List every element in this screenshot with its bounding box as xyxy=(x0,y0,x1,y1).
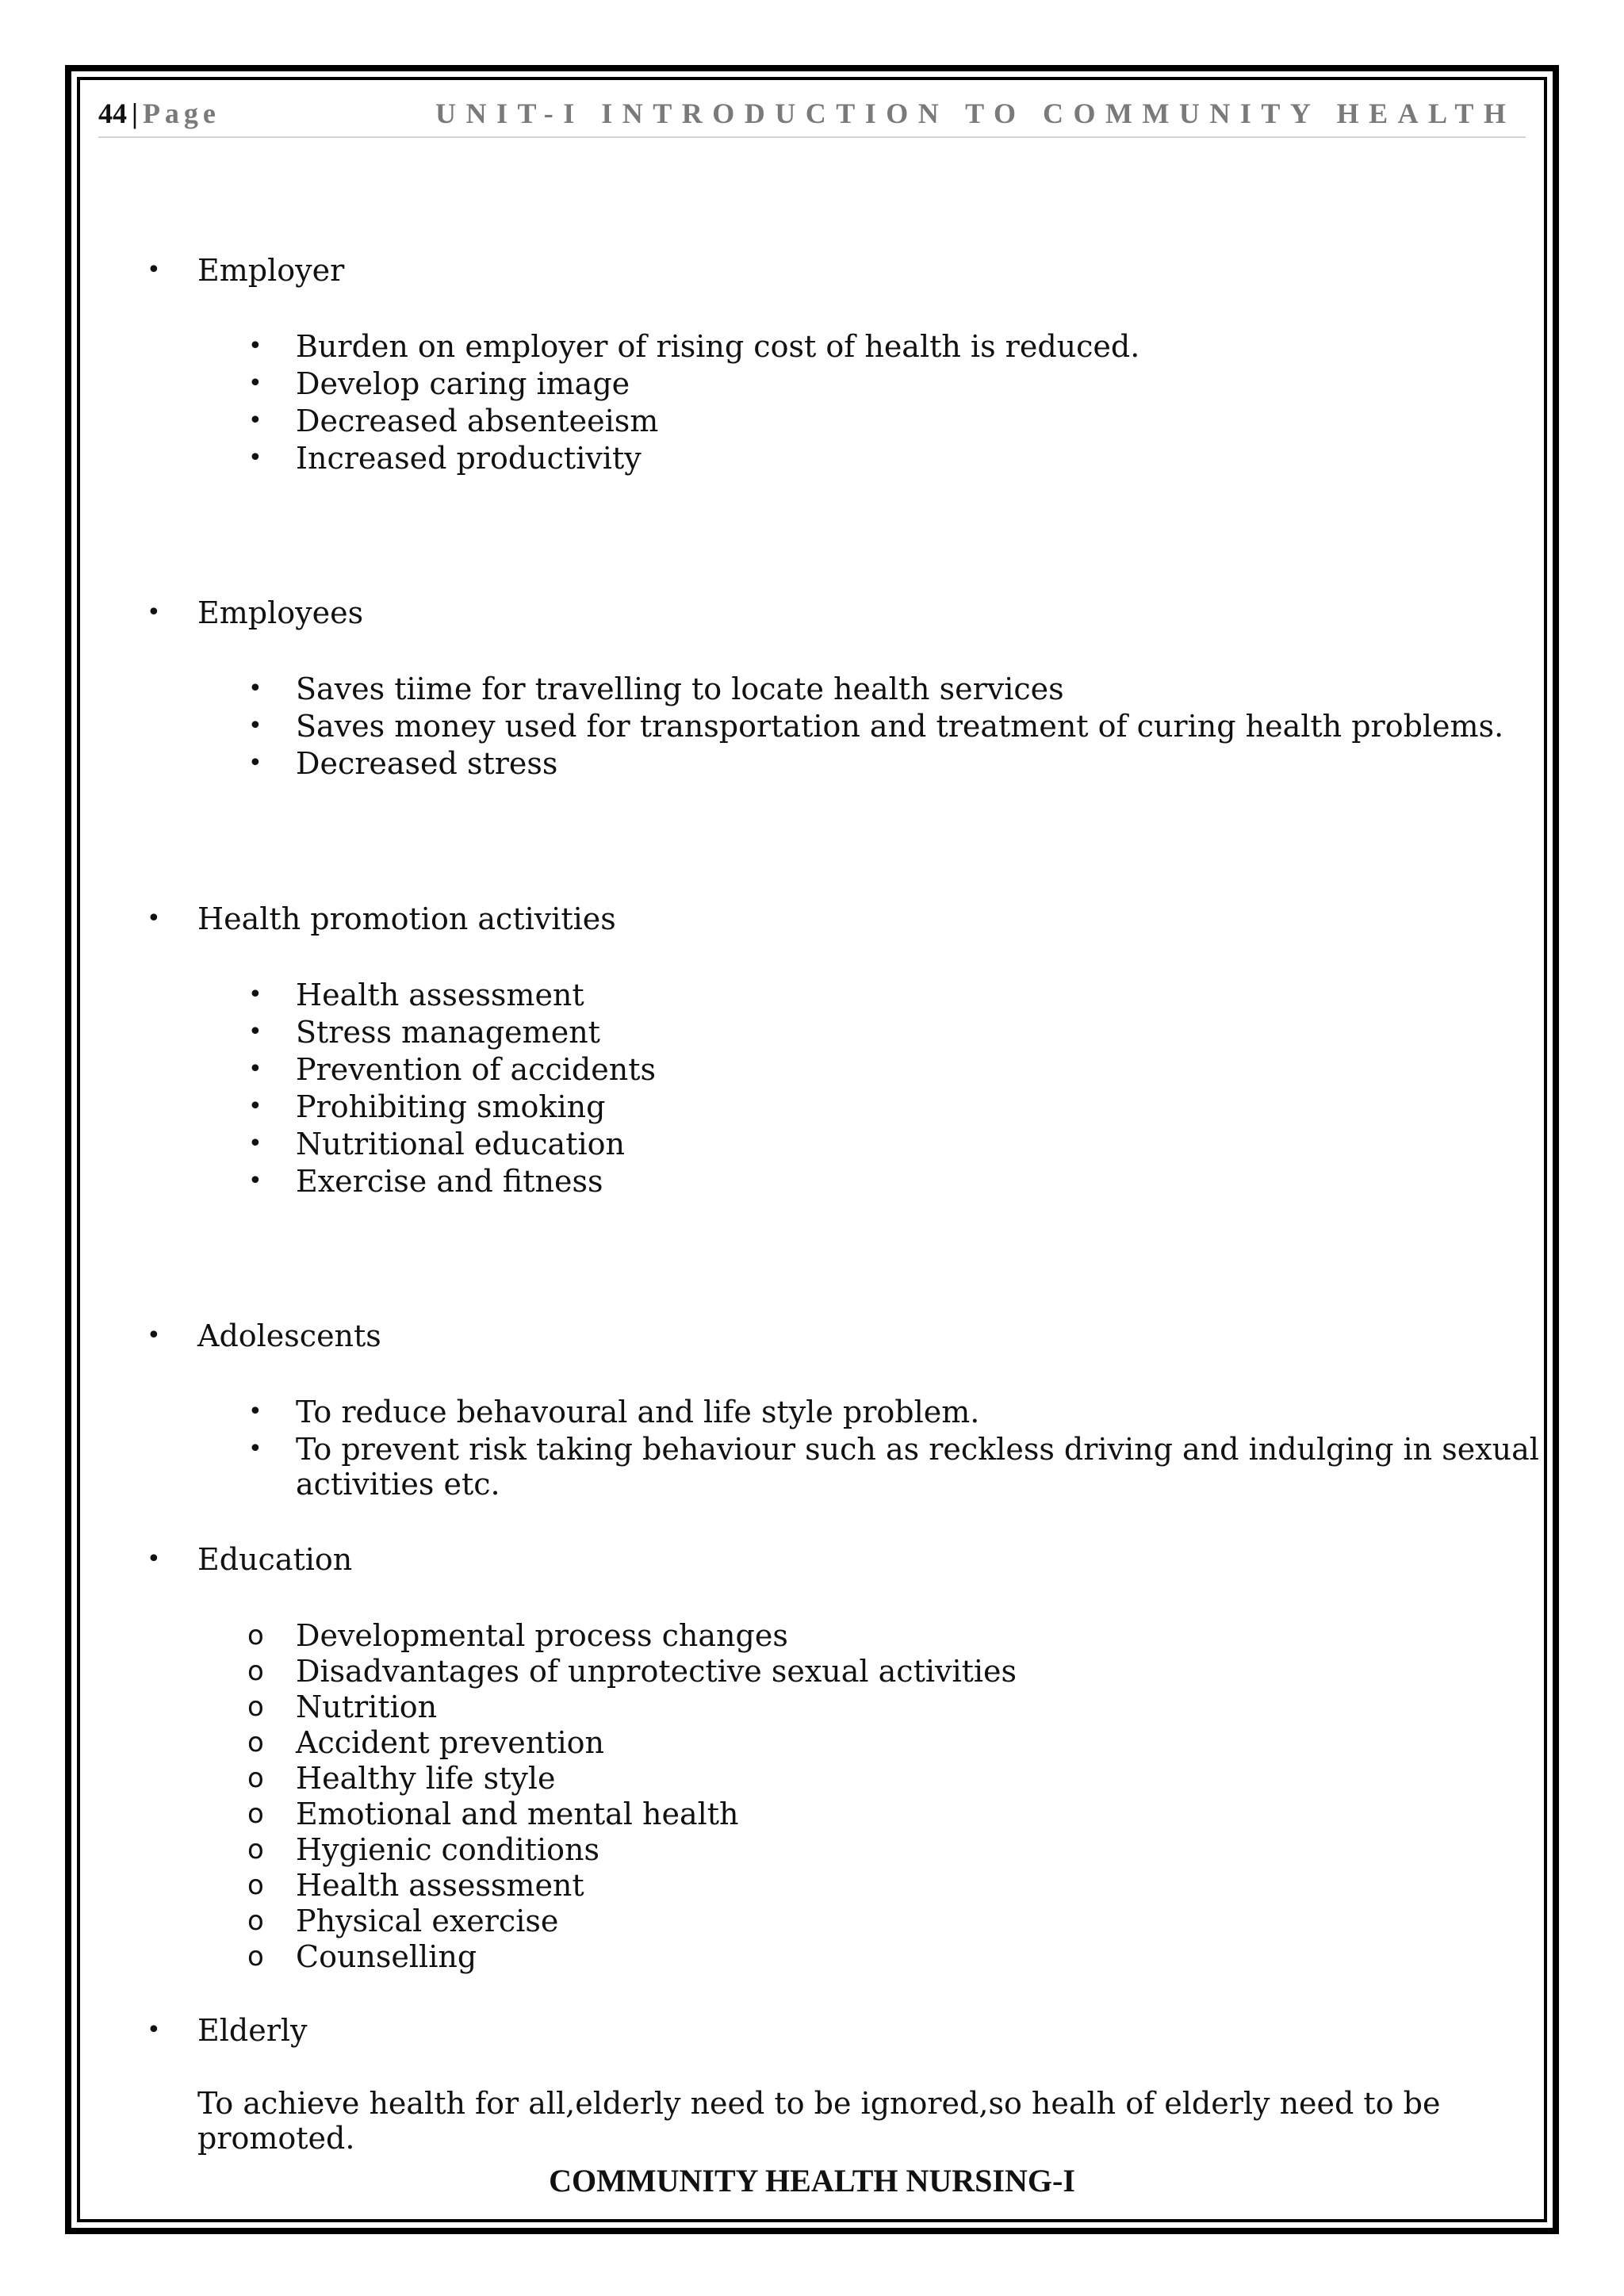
bullet-icon: • xyxy=(147,256,161,284)
page-header xyxy=(98,97,1526,138)
hollow-bullet-icon: o xyxy=(247,1762,264,1794)
bullet-icon: • xyxy=(248,712,262,740)
section-heading-education: Education xyxy=(197,1542,353,1577)
hollow-bullet-icon: o xyxy=(247,1727,264,1758)
hollow-bullet-icon: o xyxy=(247,1655,264,1687)
paragraph-line: promoted. xyxy=(197,2121,355,2156)
bullet-icon: • xyxy=(248,1018,262,1046)
list-item: Health assessment xyxy=(296,1868,584,1903)
paragraph-line: To achieve health for all,elderly need to be ignored,so healh of elderly need to be xyxy=(197,2086,1441,2121)
unit-title: UNIT-I INTRODUCTION TO COMMUNITY HEALTH xyxy=(435,98,1516,129)
section-heading-health-promotion: Health promotion activities xyxy=(197,901,616,936)
list-item: Nutritional education xyxy=(296,1127,625,1161)
page-number: 44 xyxy=(98,98,127,129)
bullet-icon: • xyxy=(248,1167,262,1195)
hollow-bullet-icon: o xyxy=(247,1869,264,1901)
list-item: To prevent risk taking behaviour such as reckless driving and indulging in sexual xyxy=(296,1432,1539,1467)
page-footer-title: COMMUNITY HEALTH NURSING-I xyxy=(549,2163,1075,2198)
bullet-icon: • xyxy=(248,332,262,360)
bullet-icon: • xyxy=(147,1545,161,1573)
list-item: Counselling xyxy=(296,1939,477,1974)
list-item: Saves tiime for travelling to locate health services xyxy=(296,672,1064,706)
list-item: Saves money used for transportation and treatment of curing health problems. xyxy=(296,709,1504,744)
list-item: Stress management xyxy=(296,1015,600,1050)
page-number-label xyxy=(98,97,220,130)
list-item: Prevention of accidents xyxy=(296,1052,656,1087)
list-item: Develop caring image xyxy=(296,366,630,401)
hollow-bullet-icon: o xyxy=(247,1834,264,1866)
list-item: Nutrition xyxy=(296,1689,438,1724)
list-item: Decreased stress xyxy=(296,746,558,781)
bullet-icon: • xyxy=(248,444,262,472)
bullet-icon: • xyxy=(147,599,161,626)
bullet-icon: • xyxy=(248,981,262,1008)
hollow-bullet-icon: o xyxy=(247,1798,264,1830)
bullet-icon: • xyxy=(248,1130,262,1158)
list-item: Physical exercise xyxy=(296,1904,559,1938)
page-separator: | xyxy=(132,98,138,129)
list-item: Burden on employer of rising cost of health is reduced. xyxy=(296,329,1140,364)
list-item: Prohibiting smoking xyxy=(296,1089,606,1124)
list-item: Healthy life style xyxy=(296,1761,556,1796)
hollow-bullet-icon: o xyxy=(247,1905,264,1937)
section-heading-employer: Employer xyxy=(197,253,345,288)
hollow-bullet-icon: o xyxy=(247,1691,264,1723)
bullet-icon: • xyxy=(248,1435,262,1463)
list-item: Accident prevention xyxy=(296,1725,604,1760)
section-heading-elderly: Elderly xyxy=(197,2013,308,2048)
hollow-bullet-icon: o xyxy=(247,1620,264,1651)
list-item-continuation: activities etc. xyxy=(296,1467,500,1502)
list-item: To reduce behavoural and life style problem. xyxy=(296,1395,980,1429)
list-item: Emotional and mental health xyxy=(296,1797,739,1831)
list-item: Increased productivity xyxy=(296,441,642,476)
bullet-icon: • xyxy=(248,749,262,777)
bullet-icon: • xyxy=(147,2016,161,2044)
hollow-bullet-icon: o xyxy=(247,1941,264,1973)
list-item: Decreased absenteeism xyxy=(296,404,659,438)
list-item: Health assessment xyxy=(296,978,584,1012)
bullet-icon: • xyxy=(248,675,262,702)
bullet-icon: • xyxy=(147,905,161,932)
page-word: Page xyxy=(142,98,220,129)
list-item: Disadvantages of unprotective sexual activities xyxy=(296,1654,1017,1689)
list-item: Hygienic conditions xyxy=(296,1832,599,1867)
bullet-icon: • xyxy=(147,1322,161,1349)
bullet-icon: • xyxy=(248,1093,262,1120)
bullet-icon: • xyxy=(248,1398,262,1425)
list-item: Developmental process changes xyxy=(296,1618,788,1653)
bullet-icon: • xyxy=(248,1055,262,1083)
section-heading-employees: Employees xyxy=(197,595,364,630)
bullet-icon: • xyxy=(248,407,262,434)
list-item: Exercise and fitness xyxy=(296,1164,603,1199)
bullet-icon: • xyxy=(248,369,262,397)
section-heading-adolescents: Adolescents xyxy=(197,1318,381,1353)
